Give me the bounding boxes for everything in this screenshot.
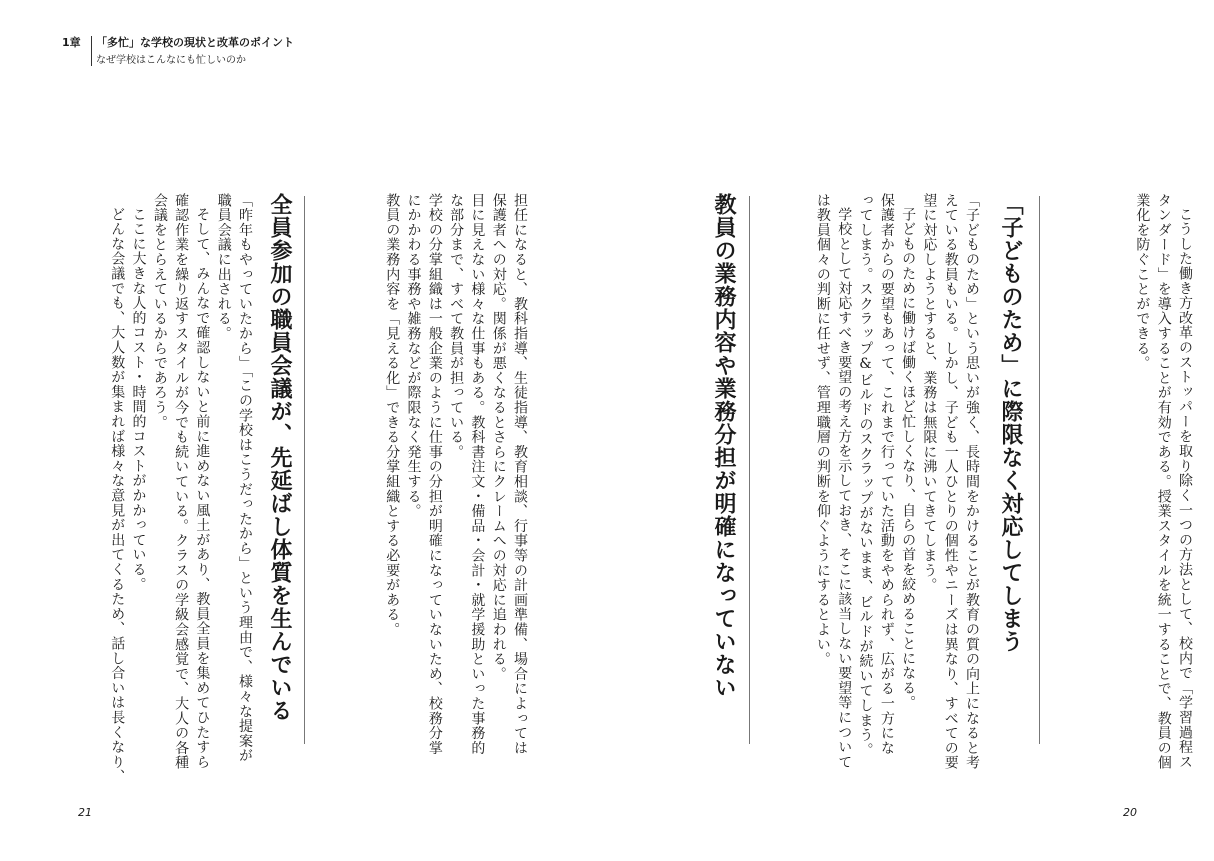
text-line: タンダード」を導入することが有効である。授業スタイルを統一することで、教員の個 [1155,193,1172,771]
text-line: 学校の分掌組織は一般企業のように仕事の分担が明確になっていないため、校務分掌 [426,193,443,756]
text-line: にかかわる事務や雑務などが際限なく発生する。 [405,193,422,519]
chapter-label: 1章 [62,36,81,49]
header-divider [91,36,92,66]
page-number: 21 [78,806,92,819]
text-line: は教員個々の判断に任せず、管理職層の判断を仰ぐようにするとよい。 [814,193,831,667]
text-line: ってしまう。スクラップ&ビルドのスクラップがないまま、ビルドが続いてしまう。 [857,193,874,758]
divider-line [749,196,750,744]
section-title: 「多忙」な学校の現状と改革のポイント [96,36,294,49]
text-line: 職員会議に出される。 [215,193,232,341]
divider-line [304,196,305,744]
text-line: 保護者への対応。関係が悪くなるとさらにクレームへの対応に追われる。 [490,193,507,682]
intro-paragraph [1131,193,1195,770]
text-line: 学校として対応すべき要望の考え方を示しておき、そこに該当しない要望等について [836,207,853,770]
text-line: 会議をとらえているからであろう。 [151,193,168,430]
text-line: 「昨年もやっていたから」「この学校はこうだったから」という理由で、様々な提案が [237,193,253,764]
text-line: 教員の業務内容を「見える化」できる分掌組織とする必要がある。 [384,193,401,637]
heading-gyomu: 教員の業務内容や業務分担が明確になっていない [711,193,736,699]
text-line: 業化を防ぐことができる。 [1134,193,1151,371]
text-line: 保護者からの要望もあって、これまで行っていた活動をやめられず、広がる一方にな [878,193,895,756]
text-line: 子どものために働けば働くほど忙しくなり、自らの首を絞めることになる。 [900,207,917,711]
text-line: 「子どものため」という思いが強く、長時間をかけることが教育の質の向上になると考 [964,193,980,771]
text-line: 確認作業を繰り返すスタイルが今でも続いている。クラスの学級会感覚で、大人の各種 [173,193,190,771]
text-line: えている教員もいる。しかし、子ども一人ひとりの個性やニーズは異なり、すべての要 [942,193,959,771]
text-line: 目に見えない様々な仕事もある。教科書注文・備品・会計・就学援助といった事務的 [469,193,486,756]
text-line: な部分まで、すべて教員が担っている。 [448,193,465,460]
divider-line [1039,196,1040,744]
subsection-title: なぜ学校はこんなにも忙しいのか [96,55,246,66]
heading-kodomo: 「子どものため」に際限なく対応してしまう [998,193,1023,653]
text-line: ここに大きな人的コスト・時間的コストがかかっている。 [130,207,147,592]
section-kaigi-body [106,193,255,784]
text-line: 望に対応しようとすると、業務は無限に沸いてきてしまう。 [921,193,938,593]
text-line: そして、みんなで確認しないと前に進めない風土があり、教員全員を集めてひたすら [194,207,211,770]
text-line: どんな会議でも、大人数が集まれば様々な意見が出てくるため、話し合いは長くなり、 [109,207,126,785]
section-kodomo-body [812,193,982,770]
section-gyomu-body [381,193,530,755]
text-line: こうした働き方改革のストッパーを取り除く一つの方法として、校内で「学習過程ス [1177,207,1193,770]
heading-shokuin-kaigi: 全員参加の職員会議が、先延ばし体質を生んでいる [267,193,292,722]
text-line: 担任になると、教科指導、生徒指導、教育相談、行事等の計画準備、場合によっては [512,193,528,756]
page-number: 20 [1123,806,1137,819]
